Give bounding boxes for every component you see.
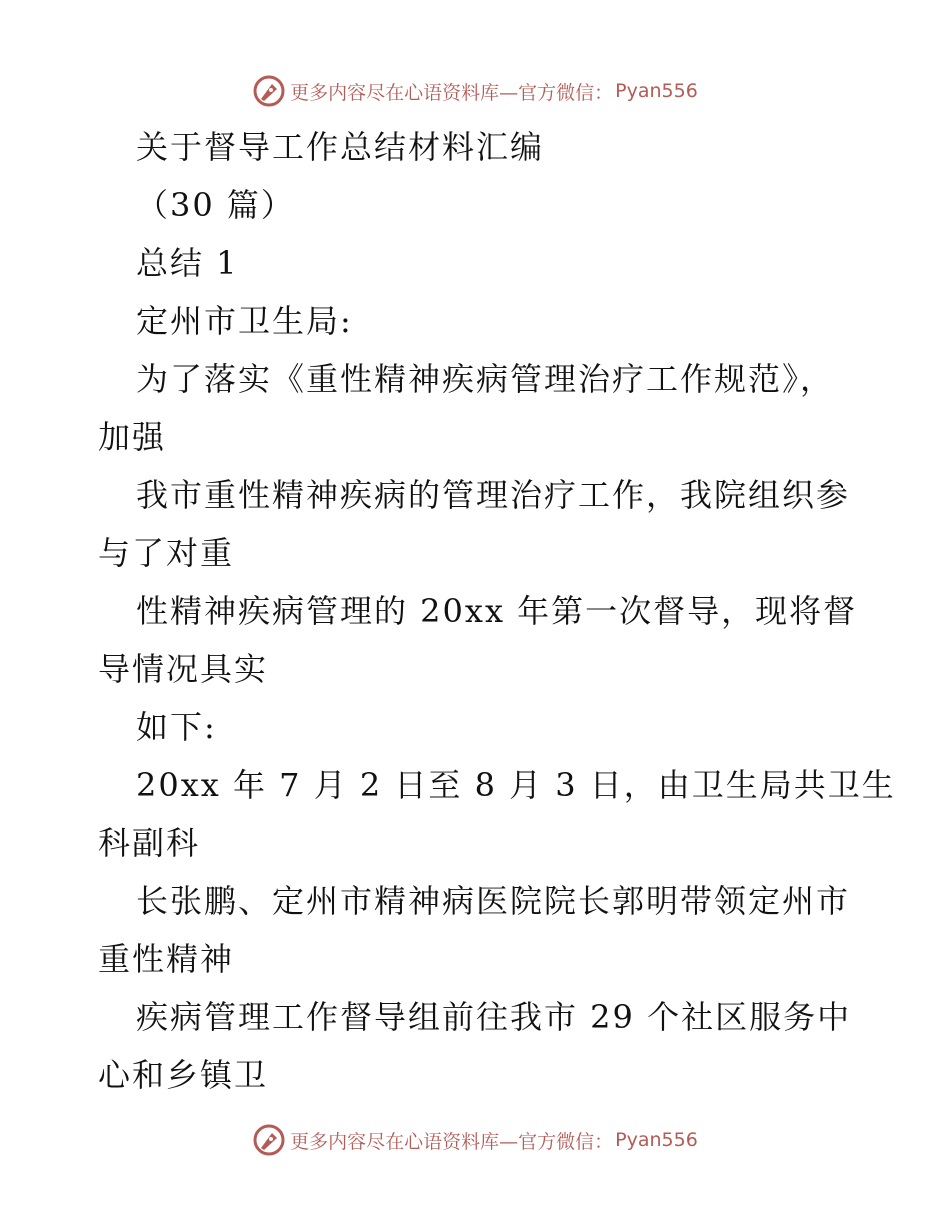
body-line: 长张鹏、定州市精神病医院院长郭明带领定州市 bbox=[136, 882, 851, 920]
addressee: 定州市卫生局: bbox=[136, 302, 353, 340]
pen-nib-logo-icon bbox=[252, 1123, 286, 1157]
body-line: 科副科 bbox=[98, 824, 201, 862]
watermark-wechat-id: Pyan556 bbox=[615, 1129, 698, 1151]
body-line: 疾病管理工作督导组前往我市 29 个社区服务中 bbox=[136, 998, 852, 1036]
body-line: 导情况具实 bbox=[98, 650, 269, 688]
body-line: 心和乡镇卫 bbox=[98, 1056, 269, 1094]
watermark-text: 更多内容尽在心语资料库—官方微信： bbox=[290, 81, 614, 104]
page-footer-watermark bbox=[0, 1120, 950, 1160]
section-heading: 总结 1 bbox=[136, 244, 239, 282]
pen-nib-logo-icon bbox=[252, 74, 286, 108]
body-line: 与了对重 bbox=[98, 534, 235, 572]
document-title: 关于督导工作总结材料汇编 bbox=[136, 128, 545, 166]
body-line: 性精神疾病管理的 20xx 年第一次督导，现将督 bbox=[136, 592, 858, 630]
document-subtitle: （30 篇） bbox=[136, 186, 295, 224]
document-body bbox=[98, 118, 896, 1104]
body-line: 如下: bbox=[136, 708, 217, 746]
body-line: 加强 bbox=[98, 418, 167, 456]
body-line: 重性精神 bbox=[98, 940, 235, 978]
watermark-text: 更多内容尽在心语资料库—官方微信： bbox=[290, 1130, 614, 1153]
watermark bbox=[252, 74, 698, 108]
body-line: 20xx 年 7 月 2 日至 8 月 3 日，由卫生局共卫生 bbox=[136, 766, 896, 804]
watermark-wechat-id: Pyan556 bbox=[615, 80, 698, 102]
page-header-watermark bbox=[0, 71, 950, 111]
body-line: 我市重性精神疾病的管理治疗工作，我院组织参 bbox=[136, 476, 851, 514]
body-line: 为了落实《重性精神疾病管理治疗工作规范》， bbox=[136, 360, 835, 398]
watermark bbox=[252, 1123, 698, 1157]
